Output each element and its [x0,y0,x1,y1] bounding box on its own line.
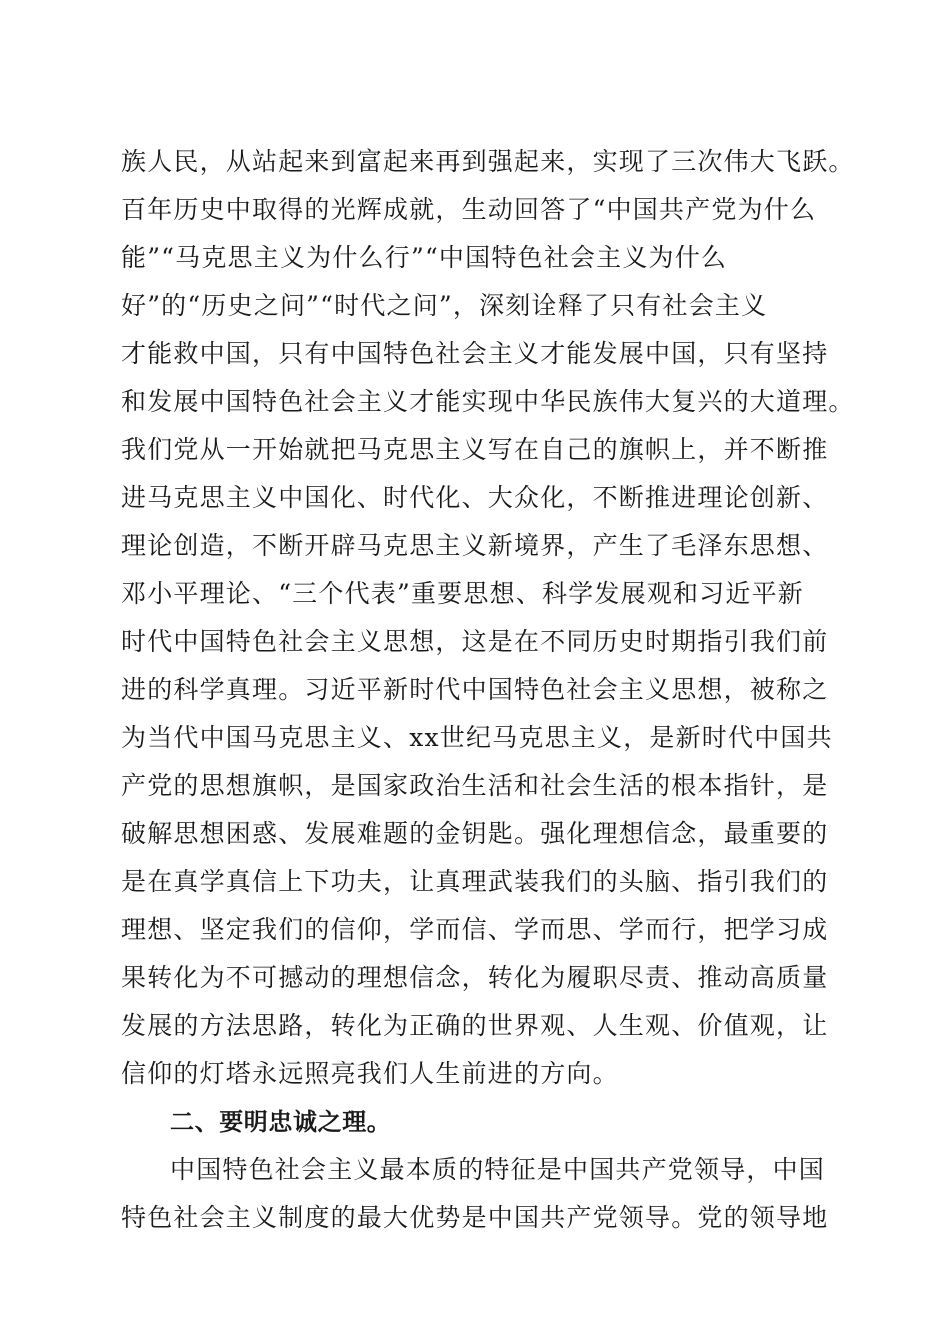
body-text-line: 果转化为不可撼动的理想信念，转化为履职尽责、推动高质量 [121,963,829,992]
body-text-line: 邓小平理论、“三个代表”重要思想、科学发展观和习近平新 [121,579,804,608]
body-text-line: 进的科学真理。习近平新时代中国特色社会主义思想，被称之 [121,675,829,704]
body-text-line: 理想、坚定我们的信仰，学而信、学而思、学而行，把学习成 [121,915,829,944]
body-text-line: 时代中国特色社会主义思想，这是在不同历史时期指引我们前 [121,627,829,656]
body-text-line: 中国特色社会主义最本质的特征是中国共产党领导，中国 [170,1155,826,1184]
body-text-line: 特色社会主义制度的最大优势是中国共产党领导。党的领导地 [121,1203,829,1232]
body-text-line: 和发展中国特色社会主义才能实现中华民族伟大复兴的大道理。 [121,387,855,416]
body-text-line: 发展的方法思路，转化为正确的世界观、人生观、价值观，让 [121,1011,829,1040]
body-text-line: 才能救中国，只有中国特色社会主义才能发展中国，只有坚持 [121,339,829,368]
body-text-line: 进马克思主义中国化、时代化、大众化，不断推进理论创新、 [121,483,829,512]
body-text-line: 信仰的灯塔永远照亮我们人生前进的方向。 [121,1059,619,1088]
body-text-line: 破解思想困惑、发展难题的金钥匙。强化理想信念，最重要的 [121,819,829,848]
body-text-line: 能”“马克思主义为什么行”“中国特色社会主义为什么 [121,243,728,272]
body-text-line: 好”的“历史之问”“时代之问”，深刻诠释了只有社会主义 [121,291,768,320]
body-text-line: 族人民，从站起来到富起来再到强起来，实现了三次伟大飞跃。 [121,147,855,176]
body-text-line: 产党的思想旗帜，是国家政治生活和社会生活的根本指针，是 [121,771,829,800]
body-text-line: 我们党从一开始就把马克思主义写在自己的旗帜上，并不断推 [121,435,829,464]
body-text-line: 为当代中国马克思主义、xx世纪马克思主义，是新时代中国共 [121,723,833,752]
body-text-line: 理论创造，不断开辟马克思主义新境界，产生了毛泽东思想、 [121,531,829,560]
section-heading: 二、要明忠诚之理。 [170,1108,392,1136]
body-text-line: 百年历史中取得的光辉成就，生动回答了“中国共产党为什么 [121,195,817,224]
body-text-line: 是在真学真信上下功夫，让真理武装我们的头脑、指引我们的 [121,867,829,896]
